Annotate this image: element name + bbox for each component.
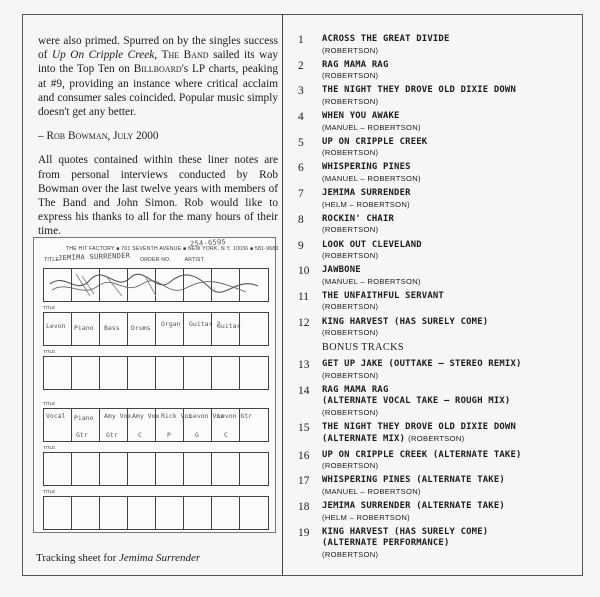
- track-body: [322, 85, 580, 106]
- track-title: KING HARVEST (HAS SURELY COME): [322, 526, 489, 537]
- track-item: [298, 240, 580, 261]
- track-body: [322, 291, 580, 312]
- track-item: [298, 291, 580, 312]
- track-title-line-2: [322, 538, 580, 550]
- track-number: 12: [298, 316, 310, 329]
- bonus-track-list: [298, 359, 580, 559]
- track-title: WHISPERING PINES (ALTERNATE TAKE): [322, 475, 505, 486]
- hand-note: Guitar 2: [189, 320, 221, 328]
- track-credit: (HELM – ROBERTSON): [322, 199, 410, 209]
- hand-note: Piano: [74, 414, 94, 422]
- track-item: [298, 501, 580, 522]
- track-number: 15: [298, 422, 310, 435]
- bonus-tracks-heading: BONUS TRACKS: [322, 342, 404, 354]
- track-credit: (ROBERTSON): [322, 328, 379, 338]
- sheet-grid-row-5: [43, 452, 269, 486]
- handwritten-title: JEMIMA SURRENDER: [57, 251, 131, 263]
- track-body: [322, 188, 580, 209]
- track-item: [298, 34, 580, 55]
- track-title-subtitle: (ALTERNATE VOCAL TAKE – ROUGH MIX): [322, 396, 511, 407]
- track-body: [322, 60, 580, 81]
- hand-note: Bass: [104, 324, 120, 332]
- track-number: 1: [298, 34, 304, 46]
- track-credit: (MANUEL – ROBERTSON): [322, 173, 421, 183]
- track-title: RAG MAMA RAG: [322, 384, 389, 395]
- track-credit: (ROBERTSON): [408, 433, 465, 443]
- hand-note: Vocal: [46, 412, 66, 420]
- track-body: [322, 527, 580, 560]
- handwritten-number: 254-6595: [189, 238, 227, 248]
- track-body: [322, 34, 580, 55]
- hand-note: Drums: [131, 324, 151, 332]
- track-number: 7: [298, 188, 304, 201]
- track-item: [298, 265, 580, 286]
- track-number: 14: [298, 384, 310, 397]
- track-body: [322, 111, 580, 132]
- track-title: THE NIGHT THEY DROVE OLD DIXIE DOWN: [322, 85, 517, 96]
- track-title-subtitle: (ALTERNATE PERFORMANCE): [322, 538, 450, 549]
- track-body: [322, 385, 580, 418]
- track-title: RAG MAMA RAG: [322, 59, 389, 70]
- track-credit: (MANUEL – ROBERTSON): [322, 486, 421, 496]
- track-body: [322, 475, 580, 496]
- track-credit: (MANUEL – ROBERTSON): [322, 276, 421, 286]
- hand-note: C: [138, 431, 142, 439]
- hand-note: C: [224, 431, 228, 439]
- sheet-order-artist-labels: ORDER NO. ARTIST: [140, 257, 205, 263]
- image-caption: Tracking sheet for Jemima Surrender: [36, 552, 201, 564]
- track-title-subtitle: (ALTERNATE MIX): [322, 433, 406, 444]
- grid-title-label-5: TITLE: [43, 445, 56, 450]
- track-credit: (ROBERTSON): [322, 461, 379, 471]
- track-number: 10: [298, 265, 310, 278]
- track-credit: (HELM – ROBERTSON): [322, 512, 410, 522]
- hand-note: Gtr: [76, 431, 88, 439]
- track-item: [298, 85, 580, 106]
- track-credit: (ROBERTSON): [322, 148, 379, 158]
- track-item: [298, 188, 580, 209]
- track-number: 16: [298, 449, 310, 462]
- track-number: 19: [298, 526, 310, 539]
- track-credit: (ROBERTSON): [322, 96, 379, 106]
- track-title-line-2: [322, 434, 580, 446]
- track-body: [322, 162, 580, 183]
- main-track-list: [298, 34, 580, 338]
- track-title: ROCKIN' CHAIR: [322, 213, 395, 224]
- liner-notes-paragraph-1: were also primed. Spurred on by the singles success of Up On Cripple Creek, The Band sailed its way into the Top Ten on Billboard's LP charts, peaking at #9, providing an instance where critical acclaim and consumer sales coincided. Popular music simply doesn't get any better.: [38, 35, 278, 119]
- hand-note: P: [167, 431, 171, 439]
- grid-title-label-4: TITLE: [43, 401, 56, 406]
- track-list: [298, 34, 580, 564]
- liner-notes-text: [38, 34, 278, 249]
- track-item: [298, 475, 580, 496]
- track-number: 13: [298, 359, 310, 372]
- track-item: [298, 60, 580, 81]
- track-credit: (ROBERTSON): [322, 302, 379, 312]
- track-number: 3: [298, 85, 304, 98]
- scribbled-out-notes: [46, 270, 266, 300]
- track-item: [298, 450, 580, 471]
- track-body: [322, 240, 580, 261]
- hand-note: Rick Vox: [161, 412, 193, 420]
- track-item: [298, 422, 580, 445]
- sheet-grid-row-6: [43, 496, 269, 530]
- track-item: [298, 162, 580, 183]
- grid-title-label-2: TITLE: [43, 305, 56, 310]
- track-number: 17: [298, 475, 310, 488]
- track-body: [322, 214, 580, 235]
- hand-note: Gtr: [106, 431, 118, 439]
- track-title: THE NIGHT THEY DROVE OLD DIXIE DOWN: [322, 422, 517, 433]
- track-credit: (ROBERTSON): [322, 370, 379, 380]
- track-credit: (ROBERTSON): [322, 45, 379, 55]
- track-item: [298, 111, 580, 132]
- hand-note: Piano: [74, 324, 94, 332]
- track-credit: (ROBERTSON): [322, 71, 379, 81]
- track-title: UP ON CRIPPLE CREEK: [322, 136, 428, 147]
- sheet-title-label: TITLE: [44, 257, 60, 263]
- track-item: [298, 317, 580, 338]
- track-number: 2: [298, 59, 304, 72]
- sheet-header: [44, 238, 279, 264]
- track-title-line-2: [322, 396, 580, 408]
- track-number: 11: [298, 290, 309, 303]
- track-body: [322, 137, 580, 158]
- track-body: [322, 422, 580, 445]
- track-item: [298, 385, 580, 418]
- track-credit: (MANUEL – ROBERTSON): [322, 122, 421, 132]
- track-item: [298, 359, 580, 380]
- sheet-grid-row-3: [43, 356, 269, 390]
- grid-title-label-6: TITLE: [43, 489, 56, 494]
- track-title: THE UNFAITHFUL SERVANT: [322, 290, 444, 301]
- hand-note: Organ: [161, 320, 181, 328]
- tracking-sheet-image: [33, 237, 279, 533]
- hand-note: Levon Gtr: [217, 412, 253, 420]
- track-number: 4: [298, 111, 304, 124]
- track-title: JAWBONE: [322, 265, 361, 276]
- track-body: [322, 450, 580, 471]
- track-title: WHISPERING PINES: [322, 162, 411, 173]
- track-title: UP ON CRIPPLE CREEK (ALTERNATE TAKE): [322, 449, 522, 460]
- hand-note: Levon: [46, 322, 66, 330]
- track-credit: (ROBERTSON): [322, 225, 379, 235]
- hand-note: Guitar: [217, 322, 241, 330]
- track-body: [322, 265, 580, 286]
- track-title: JEMIMA SURRENDER (ALTERNATE TAKE): [322, 501, 505, 512]
- track-credit: (ROBERTSON): [322, 407, 379, 417]
- hand-note: G: [195, 431, 199, 439]
- track-number: 8: [298, 213, 304, 226]
- track-item: [298, 137, 580, 158]
- hand-note: Amy Vox: [132, 412, 160, 420]
- track-number: 6: [298, 162, 304, 175]
- track-title: ACROSS THE GREAT DIVIDE: [322, 34, 450, 44]
- track-number: 5: [298, 136, 304, 149]
- track-title: GET UP JAKE (OUTTAKE – STEREO REMIX): [322, 359, 522, 370]
- hand-note: Amy Vox: [104, 412, 132, 420]
- track-credit: (ROBERTSON): [322, 549, 379, 559]
- grid-title-label-3: TITLE: [43, 349, 56, 354]
- liner-notes-paragraph-2: All quotes contained within these liner notes are from personal interviews conducted by Rob Bowman over the last twelve years with members of The Band and John Simon. Rob would like to express his thanks to all for the many hours of their time.: [38, 154, 278, 238]
- track-number: 18: [298, 501, 310, 514]
- author-signature: – Rob Bowman, July 2000: [38, 130, 159, 143]
- track-body: [322, 317, 580, 338]
- track-title: WHEN YOU AWAKE: [322, 111, 400, 122]
- track-item: [298, 527, 580, 560]
- hand-note: Levon Vox: [189, 412, 225, 420]
- studio-address: THE HIT FACTORY ■ 701 SEVENTH AVENUE ■ NEW YORK, N.Y. 10036 ■ 581-9680: [66, 246, 279, 252]
- track-body: [322, 359, 580, 380]
- track-number: 9: [298, 239, 304, 252]
- track-body: [322, 501, 580, 522]
- track-credit: (ROBERTSON): [322, 251, 379, 260]
- track-item: [298, 214, 580, 235]
- track-title: KING HARVEST (HAS SURELY COME): [322, 316, 489, 327]
- track-title: JEMIMA SURRENDER: [322, 188, 411, 199]
- track-title: LOOK OUT CLEVELAND: [322, 239, 422, 250]
